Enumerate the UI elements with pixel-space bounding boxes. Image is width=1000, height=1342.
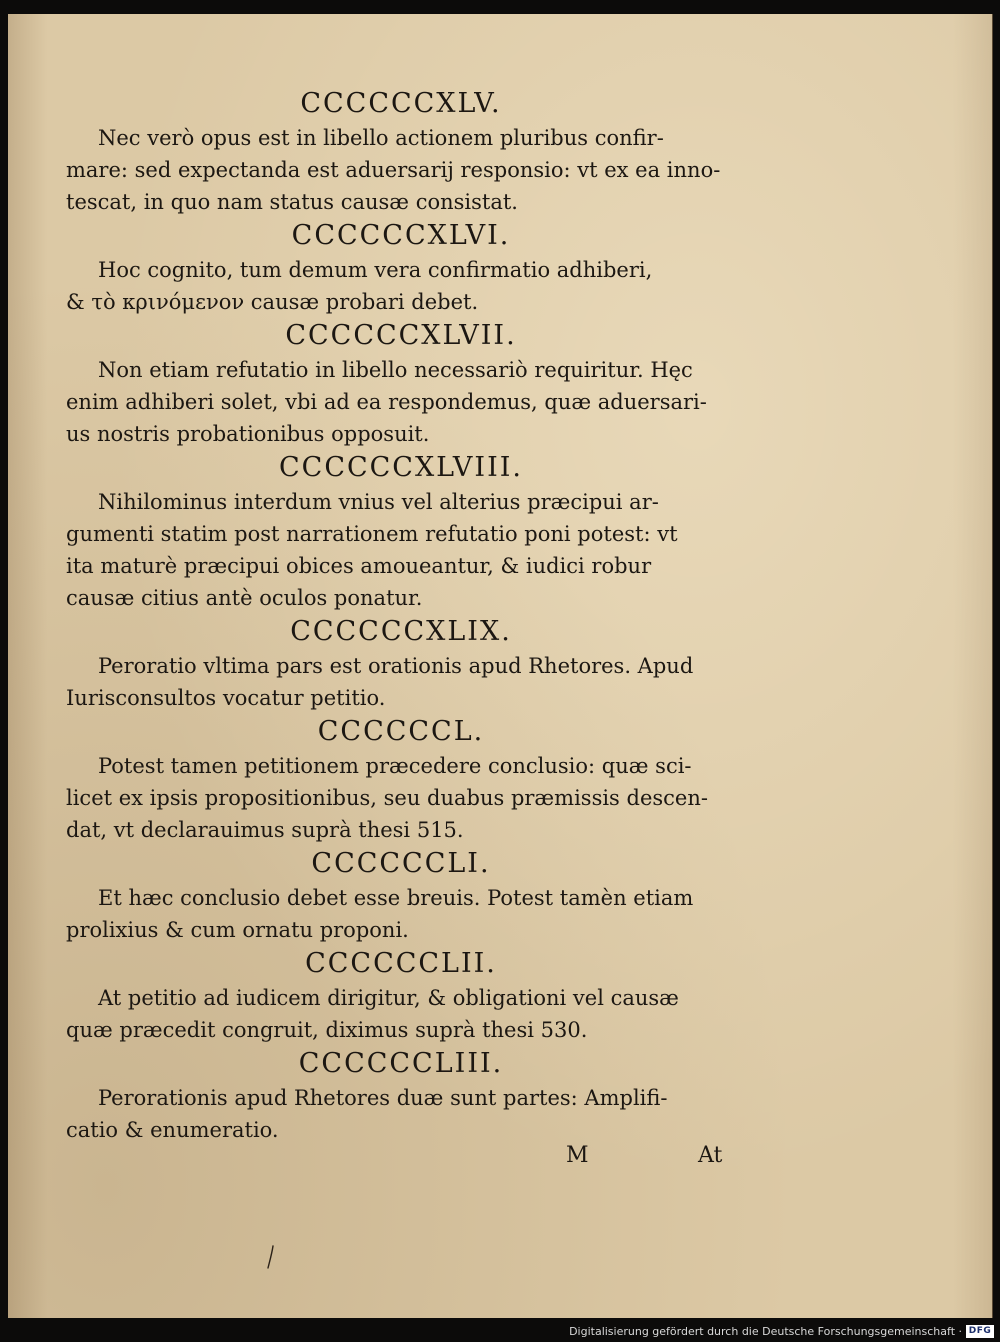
text-line: enim adhiberi solet, vbi ad ea respondemus, quæ aduersari- — [66, 390, 707, 414]
page-text — [66, 86, 736, 1146]
thesis-text — [66, 122, 736, 218]
text-line: tescat, in quo nam status causæ consistat. — [66, 190, 518, 214]
thesis-652 — [66, 946, 736, 1046]
thesis-number: CCCCCCXLV. — [300, 88, 502, 119]
thesis-text — [66, 486, 736, 614]
signature-mark: M — [566, 1143, 589, 1168]
text-line: & τὸ κρινόμενον causæ probari debet. — [66, 290, 479, 314]
thesis-text — [66, 254, 736, 318]
text-line: Perorationis apud Rhetores duæ sunt partes: Amplifi- — [98, 1086, 668, 1110]
thesis-number: CCCCCCLIII. — [298, 1048, 504, 1079]
text-line: licet ex ipsis propositionibus, seu duabus præmissis descen- — [66, 786, 708, 810]
thesis-653 — [66, 1046, 736, 1146]
text-line: Non etiam refutatio in libello necessariò requiritur. Hęc — [98, 358, 693, 382]
thesis-648 — [66, 450, 736, 614]
text-line: prolixius & cum ornatu proponi. — [66, 918, 409, 942]
thesis-text — [66, 354, 736, 450]
text-line: Hoc cognito, tum demum vera confirmatio adhiberi, — [98, 258, 653, 282]
text-line: Nihilominus interdum vnius vel alterius præcipui ar- — [98, 490, 659, 514]
text-line: At petitio ad iudicem dirigitur, & obligationi vel causæ — [98, 986, 679, 1010]
text-line: Potest tamen petitionem præcedere conclusio: quæ sci- — [98, 754, 692, 778]
book-page — [8, 14, 993, 1318]
digitization-footer — [0, 1322, 1000, 1342]
text-line: Iurisconsultos vocatur petitio. — [66, 686, 386, 710]
text-line: dat, vt declarauimus suprà thesi 515. — [66, 818, 464, 842]
thesis-651 — [66, 846, 736, 946]
text-line: catio & enumeratio. — [66, 1118, 279, 1142]
thesis-number: CCCCCCXLIX. — [290, 616, 512, 647]
thesis-text — [66, 882, 736, 946]
thesis-number: CCCCCCLII. — [305, 948, 497, 979]
thesis-number: CCCCCCXLVII. — [285, 320, 517, 351]
thesis-text — [66, 982, 736, 1046]
thesis-number: CCCCCCL. — [317, 716, 485, 747]
text-line: mare: sed expectanda est aduersarij responsio: vt ex ea inno- — [66, 158, 721, 182]
thesis-text — [66, 1082, 736, 1146]
thesis-647 — [66, 318, 736, 450]
thesis-number: CCCCCCXLVI. — [291, 220, 511, 251]
thesis-text — [66, 750, 736, 846]
text-line: us nostris probationibus opposuit. — [66, 422, 430, 446]
thesis-number: CCCCCCXLVIII. — [279, 452, 523, 483]
funding-credit: Digitalisierung gefördert durch die Deutsche Forschungsgemeinschaft · — [569, 1325, 962, 1338]
thesis-645 — [66, 86, 736, 218]
dfg-logo-icon: DFG — [966, 1325, 994, 1338]
text-line: causæ citius antè oculos ponatur. — [66, 586, 423, 610]
thesis-text — [66, 650, 736, 714]
ink-stroke-mark — [266, 1244, 276, 1270]
text-line: Nec verò opus est in libello actionem pluribus confir- — [98, 126, 664, 150]
thesis-646 — [66, 218, 736, 318]
text-line: Peroratio vltima pars est orationis apud Rhetores. Apud — [98, 654, 694, 678]
catchword: At — [698, 1143, 723, 1168]
text-line: ita maturè præcipui obices amoueantur, & iudici robur — [66, 554, 652, 578]
text-line: Et hæc conclusio debet esse breuis. Potest tamèn etiam — [98, 886, 694, 910]
thesis-650 — [66, 714, 736, 846]
text-line: quæ præcedit congruit, diximus suprà thesi 530. — [66, 1018, 588, 1042]
text-line: gumenti statim post narrationem refutatio poni potest: vt — [66, 522, 678, 546]
thesis-649 — [66, 614, 736, 714]
thesis-number: CCCCCCLI. — [311, 848, 491, 879]
